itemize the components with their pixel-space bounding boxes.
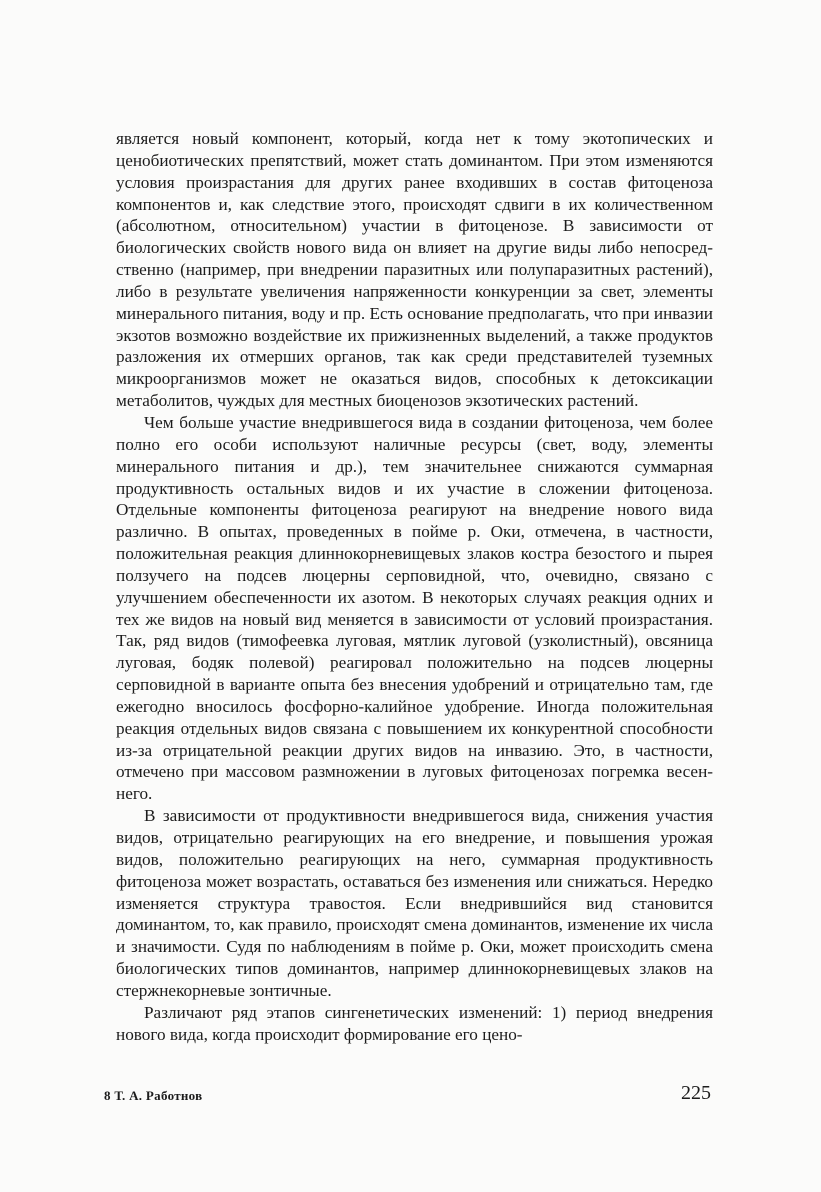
paragraph-3: В зависимости от продуктивности внедрившегося вида, снижения участия видов, отрицательно реагирующих на его внедрение, и повышения урожая видов, положительно реагирующих на него, суммарная продуктивность фитоценоза может возрастать, оставаться без изменения или снижаться. Нередко изменяется структура травостоя. Если внедрившийся вид становится доминантом, то, как правило, происходят смена доминантов, изменение их числа и значимости. Судя по наблюдениям в пойме р. Оки, может происходить смена биологических типов доминантов, например длиннокорневищевых злаков на стержнекорневые зонтичные. (116, 806, 713, 1000)
paragraph-1: является новый компонент, который, когда нет к тому экотопических и ценобиотических препятствий, может стать доминантом. При этом изменяются условия произрастания для других ранее входивших в состав фитоценоза компонентов и, как следствие этого, происходят сдвиги в их количественном (абсолютном, относительном) участии в фитоценозе. В зависимости от биологических свойств нового вида он влияет на другие виды либо непосредственно (например, при внедрении паразитных или полупаразитных растений), либо в результате увеличения напряженности конкуренции за свет, элементы минерального питания, воду и пр. Есть основание предполагать, что при инвазии экзотов возможно воздействие их прижизненных выделений, а также продуктов разложения их отмерших органов, так как среди представителей туземных микроорганизмов может не оказаться видов, способных к детоксикации метаболитов, чуждых для местных биоценозов экзотических растений. (116, 129, 713, 411)
body-text (116, 128, 713, 1045)
page-footer (104, 1082, 711, 1110)
printer-signature-mark: 8 Т. А. Работнов (104, 1088, 203, 1103)
paragraph-2: Чем больше участие внедрившегося вида в создании фитоценоза, чем более полно его особи используют наличные ресурсы (свет, воду, элементы минерального питания и др.), тем значительнее снижаются суммарная продуктивность остальных видов и их участие в сложении фитоценоза. Отдельные компоненты фитоценоза реагируют на внедрение нового вида различно. В опытах, проведенных в пойме р. Оки, отмечена, в частности, положительная реакция длиннокорневищевых злаков костра безостого и пырея ползучего на подсев люцерны серповидной, что, очевидно, связано с улучшением обеспеченности их азотом. В некоторых случаях реакция одних и тех же видов на новый вид меняется в зависимости от условий произрастания. Так, ряд видов (тимофеевка луговая, мятлик луговой (узколистный), овсяница луговая, бодяк полевой) реагировал положительно на подсев люцерны серповидной в варианте опыта без внесения удобрений и отрицательно там, где ежегодно вносилось фосфорно-калийное удобрение. Иногда положительная реакция отдельных видов связана с повышением их конкурентной способности из-за отрицательной реакции других видов на инвазию. Это, в частности, отмечено при массовом размножении в луговых фитоценозах погремка весеннего. (116, 412, 713, 804)
page-number: 225 (681, 1082, 711, 1104)
paragraph-4: Различают ряд этапов сингенетических изменений: 1) период внедрения нового вида, когда происходит формирование его цено- (116, 1002, 713, 1044)
